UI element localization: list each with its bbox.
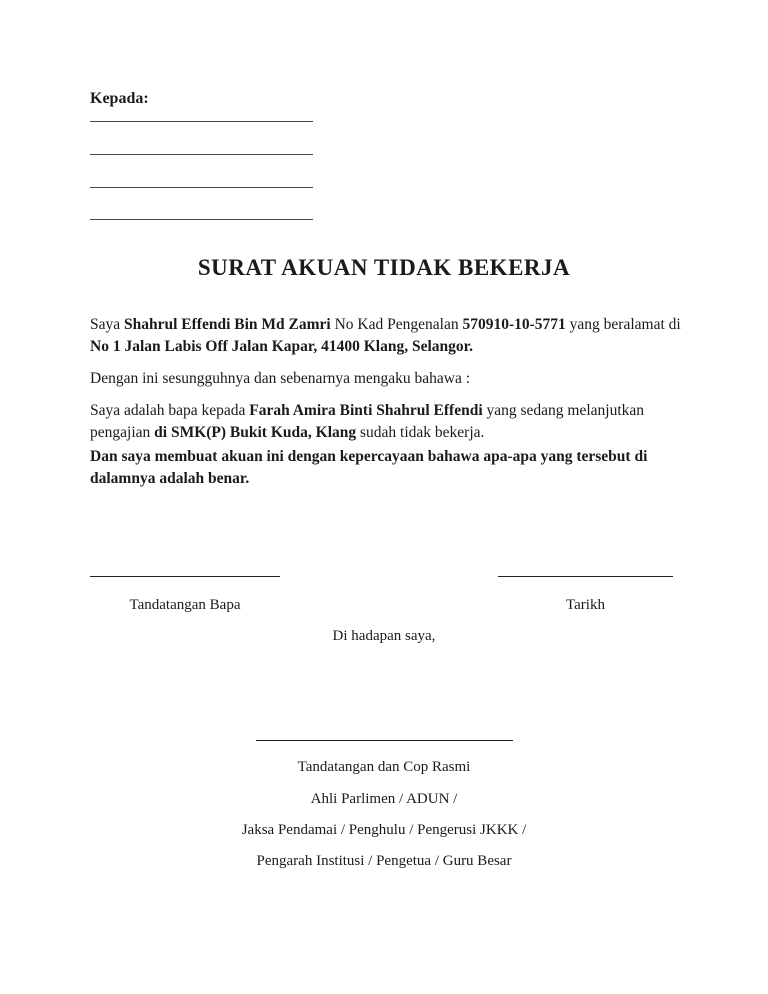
official-signature-label: Tandatangan dan Cop Rasmi [297, 759, 471, 775]
recipient-blank-line-4 [90, 219, 313, 220]
paragraph-child-statement: Saya adalah bapa kepada Farah Amira Binti Shahrul Effendi yang sedang melanjutkan pengajian di SMK(P) Bukit Kuda, Klang sudah tidak bekerja. [90, 402, 645, 441]
official-option-3: Pengarah Institusi / Pengetua / Guru Besar [256, 853, 512, 869]
father-signature-line [90, 576, 280, 577]
recipient-blank-line-3 [90, 187, 313, 188]
date-line [498, 576, 673, 577]
document-title: SURAT AKUAN TIDAK BEKERJA [197, 255, 571, 280]
father-signature-label: Tandatangan Bapa [129, 597, 241, 613]
official-signature-line [256, 740, 513, 741]
paragraph-declaration-intro: Dengan ini sesungguhnya dan sebenarnya mengaku bahawa : [90, 370, 471, 387]
recipient-blank-line-2 [90, 154, 313, 155]
recipient-blank-line-1 [90, 121, 313, 122]
official-option-1: Ahli Parlimen / ADUN / [310, 791, 458, 807]
recipient-label: Kepada: [90, 90, 149, 107]
paragraph-declarant-identity: Saya Shahrul Effendi Bin Md Zamri No Kad Pengenalan 570910-10-5771 yang beralamat di No 1 Jalan Labis Off Jalan Kapar, 41400 Klang, Selangor. [90, 316, 681, 355]
paragraph-truth-statement: Dan saya membuat akuan ini dengan kepercayaan bahawa apa-apa yang tersebut di dalamnya adalah benar. [90, 448, 648, 487]
official-option-2: Jaksa Pendamai / Penghulu / Pengerusi JKKK / [241, 822, 527, 838]
witness-intro-label: Di hadapan saya, [332, 628, 436, 644]
date-label: Tarikh [566, 597, 605, 613]
